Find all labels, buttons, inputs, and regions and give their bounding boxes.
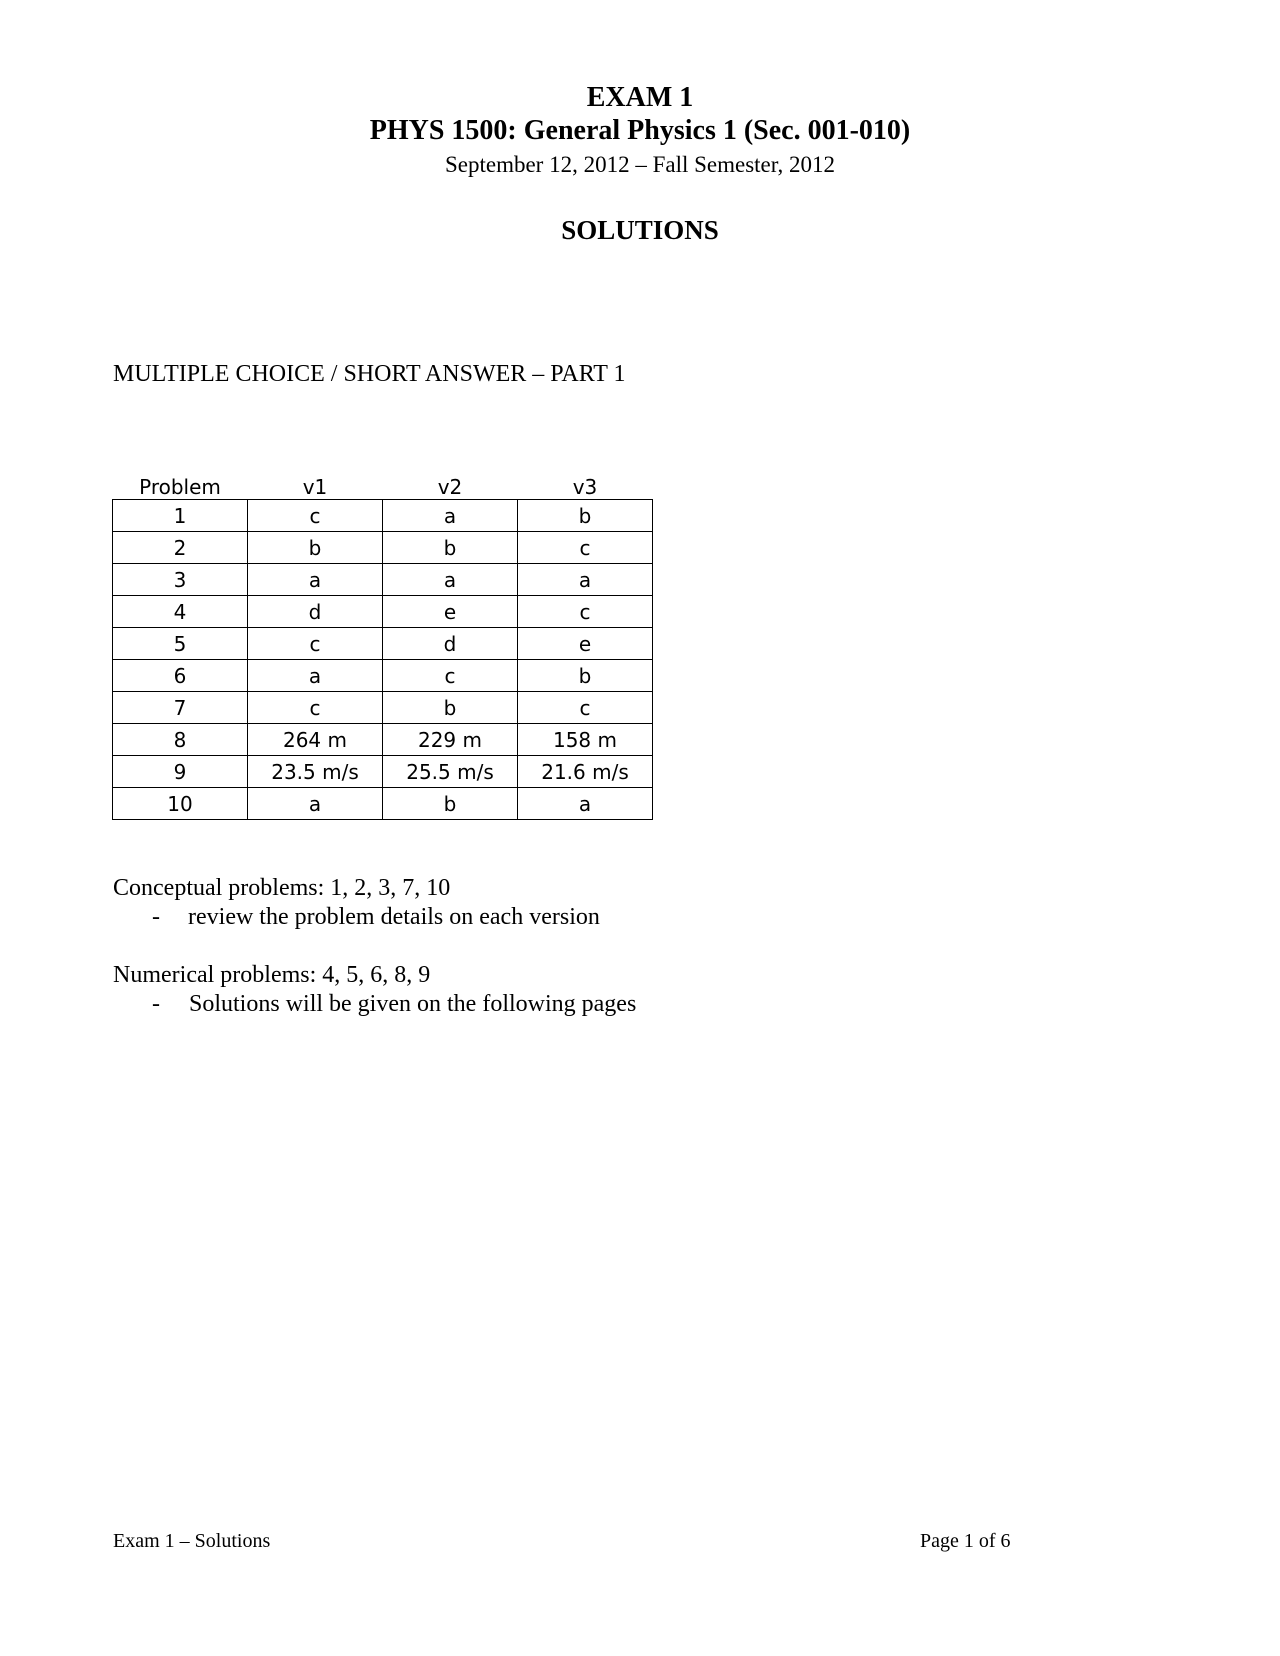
v3-answer-cell: 158 m bbox=[518, 724, 653, 756]
table-header-row bbox=[113, 468, 653, 500]
numerical-problems-label: Numerical problems: 4, 5, 6, 8, 9 bbox=[113, 962, 431, 988]
part-heading: MULTIPLE CHOICE / SHORT ANSWER – PART 1 bbox=[113, 361, 626, 387]
table-row bbox=[113, 692, 653, 724]
date-line: September 12, 2012 – Fall Semester, 2012 bbox=[444, 152, 836, 177]
footer-left: Exam 1 – Solutions bbox=[113, 1530, 271, 1552]
v3-answer-cell: b bbox=[518, 660, 653, 692]
v1-answer-cell: 23.5 m/s bbox=[248, 756, 383, 788]
v3-answer-cell: c bbox=[518, 532, 653, 564]
problem-number-cell: 6 bbox=[113, 660, 248, 692]
v3-answer-cell: a bbox=[518, 564, 653, 596]
v1-answer-cell: b bbox=[248, 532, 383, 564]
table-row bbox=[113, 532, 653, 564]
numerical-problems-note: Solutions will be given on the following pages bbox=[189, 991, 637, 1017]
table-row bbox=[113, 500, 653, 532]
conceptual-problems-note: review the problem details on each version bbox=[188, 904, 600, 930]
v3-answer-cell: c bbox=[518, 596, 653, 628]
v2-answer-cell: c bbox=[383, 660, 518, 692]
v2-answer-cell: b bbox=[383, 532, 518, 564]
v3-answer-cell: b bbox=[518, 500, 653, 532]
problem-number-cell: 8 bbox=[113, 724, 248, 756]
v2-answer-cell: a bbox=[383, 500, 518, 532]
v1-answer-cell: a bbox=[248, 660, 383, 692]
table-row bbox=[113, 564, 653, 596]
exam-title: EXAM 1 bbox=[586, 82, 694, 113]
page-number: Page 1 of 6 bbox=[920, 1530, 1011, 1552]
table-row bbox=[113, 596, 653, 628]
problem-number-cell: 3 bbox=[113, 564, 248, 596]
problem-number-cell: 4 bbox=[113, 596, 248, 628]
table-row bbox=[113, 788, 653, 820]
column-header-v2: v2 bbox=[437, 475, 463, 499]
conceptual-problems-label: Conceptual problems: 1, 2, 3, 7, 10 bbox=[113, 875, 451, 901]
v2-answer-cell: 229 m bbox=[383, 724, 518, 756]
v2-answer-cell: b bbox=[383, 692, 518, 724]
v1-answer-cell: d bbox=[248, 596, 383, 628]
table-row bbox=[113, 628, 653, 660]
problem-number-cell: 10 bbox=[113, 788, 248, 820]
course-title: PHYS 1500: General Physics 1 (Sec. 001-010) bbox=[369, 115, 911, 146]
column-header-v1: v1 bbox=[302, 475, 328, 499]
v1-answer-cell: a bbox=[248, 564, 383, 596]
bullet-dash: - bbox=[152, 991, 160, 1017]
answer-table-body bbox=[113, 500, 653, 820]
column-header-problem: Problem bbox=[139, 475, 221, 499]
v1-answer-cell: c bbox=[248, 692, 383, 724]
v3-answer-cell: 21.6 m/s bbox=[518, 756, 653, 788]
v1-answer-cell: a bbox=[248, 788, 383, 820]
problem-number-cell: 1 bbox=[113, 500, 248, 532]
solutions-heading: SOLUTIONS bbox=[561, 215, 719, 245]
bullet-dash: - bbox=[152, 904, 160, 930]
v3-answer-cell: c bbox=[518, 692, 653, 724]
v1-answer-cell: 264 m bbox=[248, 724, 383, 756]
v2-answer-cell: b bbox=[383, 788, 518, 820]
problem-number-cell: 2 bbox=[113, 532, 248, 564]
column-header-v3: v3 bbox=[572, 475, 598, 499]
v2-answer-cell: d bbox=[383, 628, 518, 660]
problem-number-cell: 5 bbox=[113, 628, 248, 660]
v1-answer-cell: c bbox=[248, 500, 383, 532]
v1-answer-cell: c bbox=[248, 628, 383, 660]
answer-table bbox=[112, 468, 653, 820]
v2-answer-cell: a bbox=[383, 564, 518, 596]
table-row bbox=[113, 724, 653, 756]
v2-answer-cell: e bbox=[383, 596, 518, 628]
problem-number-cell: 9 bbox=[113, 756, 248, 788]
table-row bbox=[113, 756, 653, 788]
problem-number-cell: 7 bbox=[113, 692, 248, 724]
v3-answer-cell: a bbox=[518, 788, 653, 820]
v3-answer-cell: e bbox=[518, 628, 653, 660]
v2-answer-cell: 25.5 m/s bbox=[383, 756, 518, 788]
table-row bbox=[113, 660, 653, 692]
